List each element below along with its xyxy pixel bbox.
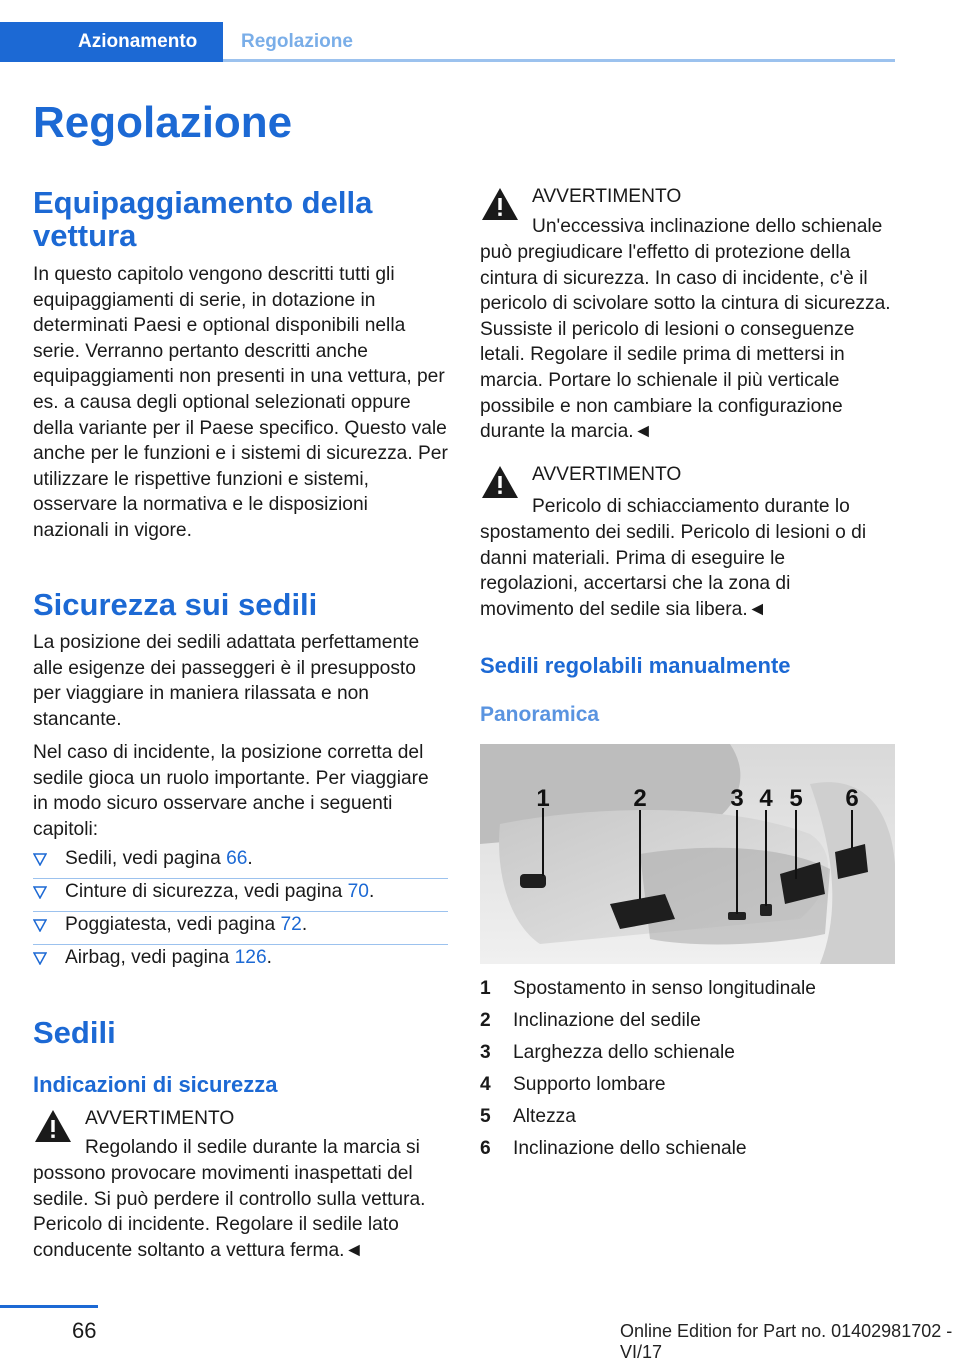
warning-2-text: può pregiudicare l'effetto di protezione della cintura di sicurezza. In caso di incidente, c'è il pericolo di scivolare sotto la cintura di sicurezza. Sussiste il pericolo di lesioni o conseguenze letali. Regolare il sedile prima di mettersi in marcia. Portare lo schienale il più verticale possibile e non cambiare la configurazione durante la marcia.◄ bbox=[480, 242, 891, 443]
page-link-126[interactable]: 126 bbox=[234, 947, 267, 968]
triangle-bullet-icon bbox=[33, 918, 47, 932]
section-sicurezza-p2: Nel caso di incidente, la posizione corretta del sedile gioca un ruolo importante. Per viaggiare in modo sicuro osservare anche i seguenti capitoli: bbox=[33, 742, 429, 840]
warning-2-first-line: Un'eccessiva inclinazione dello schienale bbox=[532, 216, 883, 237]
section-equipaggiamento-body: In questo capitolo vengono descritti tutti gli equipaggiamenti di serie, in dotazione in determinati Paesi e optional disponibili nella serie. Verranno pertanto descritti anche equipaggiamenti non presenti in una vettura, per es. a causa degli optional selezionati oppure della variante per il Paese specifico. Questo vale anche per le funzioni e i sistemi di sicurezza. Per utilizzare le rispettive funzioni e sistemi, osservare la normativa e le disposizioni nazionali in vigore. bbox=[33, 264, 448, 541]
section-sedili-manuali-title: Sedili regolabili manualmente bbox=[480, 653, 791, 678]
warning-3-label: AVVERTIMENTO bbox=[532, 464, 682, 485]
list-item: Sedili, vedi pagina 66. bbox=[33, 846, 448, 879]
list-item: Poggiatesta, vedi pagina 72. bbox=[33, 912, 448, 945]
warning-2-label: AVVERTIMENTO bbox=[532, 186, 682, 207]
warning-triangle-icon bbox=[480, 186, 520, 222]
seat-illustration bbox=[480, 744, 895, 964]
warning-box-2 bbox=[480, 184, 895, 444]
edition-footer: Online Edition for Part no. 01402981702 - VI/17 bbox=[620, 1321, 953, 1362]
page-link-72[interactable]: 72 bbox=[280, 914, 302, 935]
warning-1-text: possono provocare movimenti inaspettati del sedile. Si può perdere il controllo sulla vettura. Pericolo di incidente. Regolare il sedile lato conducente soltanto a vettura ferma.◄ bbox=[33, 1163, 426, 1261]
photo-label-6: 6 bbox=[845, 785, 859, 812]
triangle-bullet-icon bbox=[33, 951, 47, 965]
page-link-70[interactable]: 70 bbox=[347, 881, 369, 902]
seat-controls-photo bbox=[480, 744, 895, 964]
section-sicurezza-p1: La posizione dei sedili adattata perfettamente alle esigenze dei passeggeri è il presupposto per viaggiare in maniera rilassata e non stancante. bbox=[33, 632, 420, 730]
photo-label-3: 3 bbox=[730, 785, 744, 812]
list-item: Airbag, vedi pagina 126. bbox=[33, 945, 448, 977]
photo-legend: 1 Spostamento in senso longitudinale 2 Inclinazione del sedile 3 Larghezza dello schienale 4 Supporto lombare 5 Altezza 6 Inclinazione dello schienale bbox=[480, 978, 816, 1159]
tab-underline bbox=[223, 59, 895, 62]
header-tabs bbox=[0, 22, 895, 62]
warning-3-text: spostamento dei sedili. Pericolo di lesioni o di danni materiali. Prima di eseguire le regolazioni, accertarsi che la zona di movimento del sedile sia libera.◄ bbox=[480, 522, 867, 620]
section-sedili-title: Sedili bbox=[33, 1015, 116, 1050]
warning-triangle-icon bbox=[33, 1108, 73, 1144]
photo-label-4: 4 bbox=[759, 785, 773, 812]
tab-regolazione[interactable]: Regolazione bbox=[241, 31, 353, 52]
page-title: Regolazione bbox=[33, 98, 293, 147]
warning-triangle-icon bbox=[480, 464, 520, 500]
footer-accent-line bbox=[0, 1305, 98, 1308]
warning-3-first-line: Pericolo di schiacciamento durante lo bbox=[532, 496, 850, 517]
page-number: 66 bbox=[72, 1318, 97, 1343]
section-equipaggiamento-title: Equipaggiamento della vettura bbox=[33, 185, 373, 253]
triangle-bullet-icon bbox=[33, 852, 47, 866]
tab-azionamento[interactable]: Azionamento bbox=[0, 22, 223, 62]
section-sicurezza-title: Sicurezza sui sedili bbox=[33, 587, 318, 622]
page-link-66[interactable]: 66 bbox=[226, 848, 248, 869]
warning-box-1 bbox=[33, 1106, 448, 1286]
chapter-list bbox=[33, 846, 448, 977]
photo-label-2: 2 bbox=[633, 785, 647, 812]
warning-1-first-line: Regolando il sedile durante la marcia si bbox=[85, 1137, 420, 1158]
warning-1-label: AVVERTIMENTO bbox=[85, 1108, 235, 1129]
triangle-bullet-icon bbox=[33, 885, 47, 899]
photo-label-5: 5 bbox=[789, 785, 803, 812]
section-indicazioni-title: Indicazioni di sicurezza bbox=[33, 1072, 278, 1097]
photo-label-1: 1 bbox=[536, 785, 550, 812]
list-item: Cinture di sicurezza, vedi pagina 70. bbox=[33, 879, 448, 912]
warning-box-3 bbox=[480, 462, 895, 622]
section-panoramica-title: Panoramica bbox=[480, 703, 600, 726]
